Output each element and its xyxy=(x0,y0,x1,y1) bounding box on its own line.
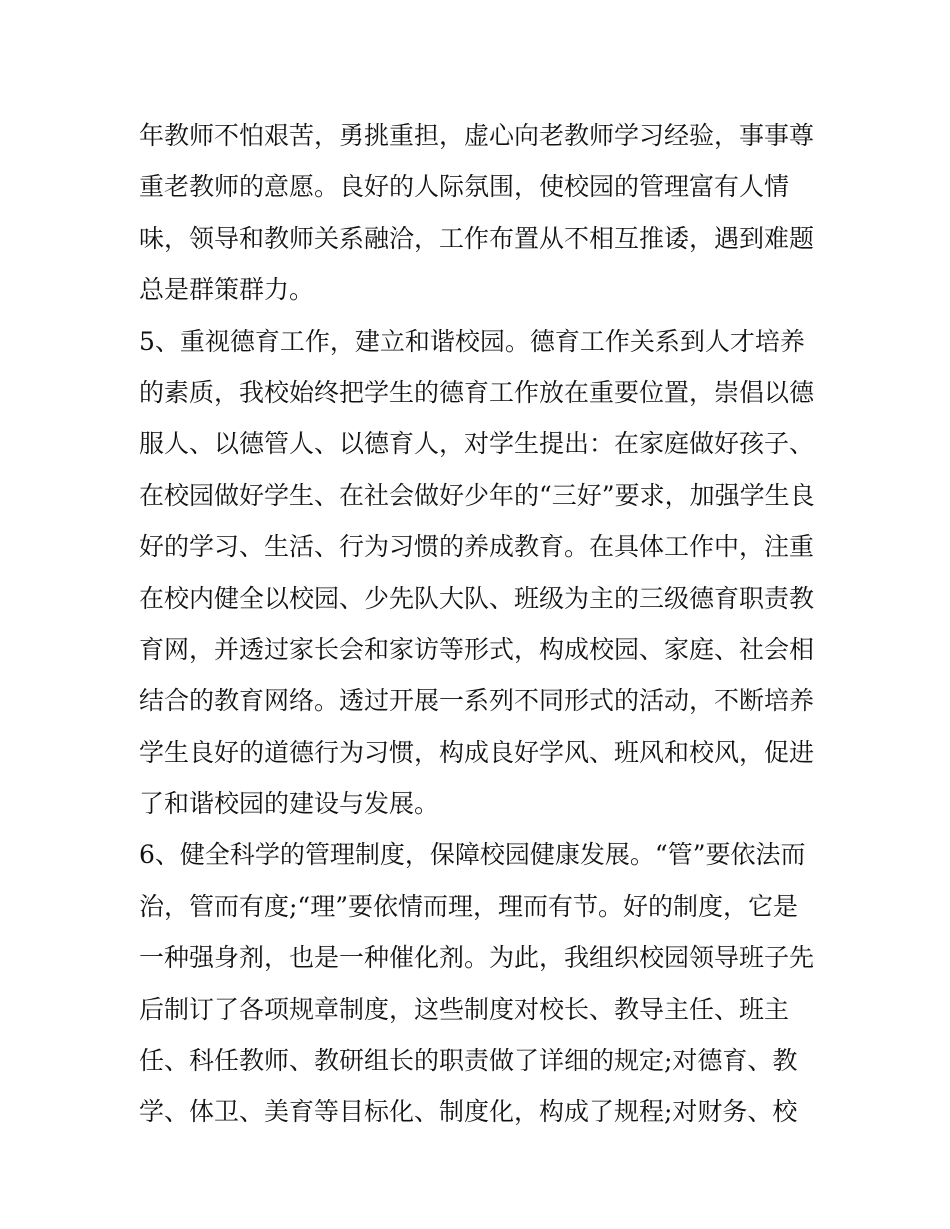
text-line: 后制订了各项规章制度，这些制度对校长、教导主任、班主 xyxy=(139,994,790,1024)
text-line: 总是群策群力。 xyxy=(139,275,315,305)
text-line: 重老教师的意愿。良好的人际氛围，使校园的管理富有人情 xyxy=(139,172,790,202)
text-line: 育网，并透过家长会和家访等形式，构成校园、家庭、社会相 xyxy=(139,634,815,664)
body-text xyxy=(139,110,819,1138)
text-line: 好的学习、生活、行为习惯的养成教育。在具体工作中，注重 xyxy=(139,532,815,562)
text-line: 治，管而有度;“理”要依情而理，理而有节。好的制度，它是 xyxy=(139,891,798,921)
text-line: 味，领导和教师关系融洽，工作布置从不相互推诿，遇到难题 xyxy=(139,223,815,253)
text-line: 学生良好的道德行为习惯，构成良好学风、班风和校风，促进 xyxy=(139,737,815,767)
text-line: 在校园做好学生、在社会做好少年的“三好”要求，加强学生良 xyxy=(139,480,815,510)
text-line: 任、科任教师、教研组长的职责做了详细的规定;对德育、教 xyxy=(139,1046,798,1076)
text-line: 在校内健全以校园、少先队大队、班级为主的三级德育职责教 xyxy=(139,583,815,613)
text-line: 服人、以德管人、以德育人，对学生提出：在家庭做好孩子、 xyxy=(139,429,815,459)
text-line: 一种强身剂，也是一种催化剂。为此，我组织校园领导班子先 xyxy=(139,943,815,973)
section-6-heading-line: 6、健全科学的管理制度，保障校园健康发展。“管”要依法而 xyxy=(139,840,806,870)
text-line: 的素质，我校始终把学生的德育工作放在重要位置，崇倡以德 xyxy=(139,377,815,407)
text-line: 学、体卫、美育等目标化、制度化，构成了规程;对财务、校 xyxy=(139,1097,798,1127)
text-line: 年教师不怕艰苦，勇挑重担，虚心向老教师学习经验，事事尊 xyxy=(139,121,815,150)
text-line: 结合的教育网络。透过开展一系列不同形式的活动，不断培养 xyxy=(139,686,815,716)
text-line: 了和谐校园的建设与发展。 xyxy=(139,789,440,819)
section-5-heading-line: 5、重视德育工作，建立和谐校园。德育工作关系到人才培养 xyxy=(139,326,805,356)
